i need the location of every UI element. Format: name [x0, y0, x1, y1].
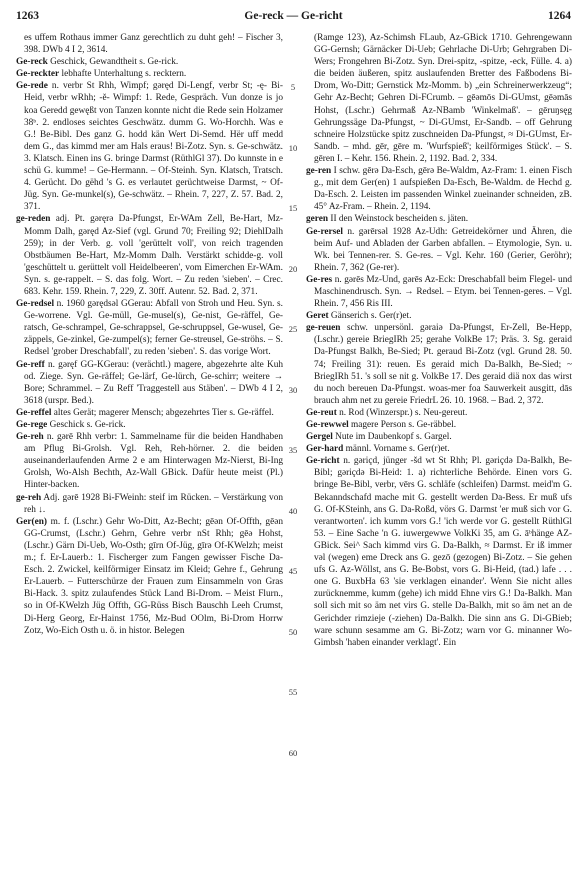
- line-number: 35: [288, 445, 298, 456]
- dictionary-entry: [16, 431, 283, 491]
- line-number: 15: [288, 203, 298, 214]
- entry-headword: Ger-hard: [306, 444, 344, 455]
- dictionary-entry: [306, 226, 572, 274]
- entry-text: (Ramge 123), Az-Schimsh FLaub, Az-GBick 1710. Gehrengewann GG-Gernsh; Gärnäcker Di-Ueb; Gehrlache Di-Urb; Gehrgraben Di-Wers; Frongehren Bi-Zotz. Syn. Drei-spitz, -spitze, -eck, Fülle. 4. a) die beiden äußeren, spitz auslaufenden Bretter des Faßbodens Bi-Drom, Wo-Ditt; Gernstick Mz-Momm. b) „ein Schreinerwerkzeug“; Gehr Az-Becht; Gehren Di-FCrumb. – gēəmōs Di-GUmst, gēəmās Hohst, (Lschr.) Gehrmaß Az-NBamb 'Winkelmaß'. – gēruŋsęg Gehrungssäge Da-Pfungst, ~ Di-GUmst, Er-Sandb. – off Gehrung schneire Holzstücke spitz zuschneiden Da-Pfungst, ≈ Di-GUmst, Er-Sandb. – mhd. gēr, gēre m. 'Wurfspieß'; keilförmiges Stück'. – S. gēren I. – Kehr. 156. Rhein. 2, 1192. Bad. 2, 334.: [314, 33, 572, 164]
- dictionary-entry: [16, 492, 283, 516]
- entry-headword: Gergel: [306, 432, 333, 443]
- entry-headword: Geret: [306, 311, 329, 322]
- entry-headword: Ge-rersel: [306, 226, 343, 237]
- dictionary-entry: [306, 431, 572, 443]
- dictionary-entry: [306, 443, 572, 455]
- page-header: [16, 10, 571, 26]
- entry-headword: Ge-reckter: [16, 69, 60, 80]
- entry-headword: Ge-rede: [16, 81, 48, 92]
- right-column: [306, 32, 572, 649]
- dictionary-entry: [306, 419, 572, 431]
- line-number: 5: [290, 82, 296, 93]
- dictionary-entry: [16, 298, 283, 358]
- entry-text: altes Gerät; magerer Mensch; abgezehrtes Tier s. Ge-räffel.: [51, 407, 274, 418]
- entry-headword: Ge-redsel: [16, 299, 55, 310]
- dictionary-entry: [16, 213, 283, 298]
- dictionary-entry: [306, 407, 572, 419]
- dictionary-entry: [16, 56, 283, 68]
- dictionary-entry: [306, 213, 572, 225]
- dictionary-entry: [16, 359, 283, 407]
- entry-text: Geschick, Gewandtheit s. Ge-rick.: [47, 57, 179, 68]
- entry-text: I schw. gērə Da-Esch, gērə Be-Waldm, Az-Fram: 1. einen Fisch g., mit dem Ger(en) 1 aufspießen Da-Esch, Be-Waldm. de Hechd g. Da-Esch. 2. Leisten im passenden Winkel zueinander schneiden, zB. 45° Az-Fram. – Rhein. 2, 1194.: [314, 166, 572, 213]
- page-number-left: 1263: [16, 10, 39, 22]
- dictionary-entry: [306, 322, 572, 407]
- entry-headword: Ge-reffel: [16, 407, 52, 418]
- dictionary-entry: [16, 407, 283, 419]
- entry-text: n. gəriçd, jünger -šd wt St Rhh; Pl. gəriçdə Da-Balkh, Be-Bibl; gəriçdə Bi-Heid: 1. a) richterliche Behörde. Einen vors G. bringe Be-Bibl, verbr, vērs G. schläfe (schleifen) Darmst. meid'm G. Bekanndschafd mache mit G. gestellt werden Da-Bess. Er muß ufs G. Of-KSteinh, ans G. Da-Roßd, vörs G. Darmst 'er muß sich vor G. verantworten'. ich kumm vors G.! 'ich werde vor G. gestellt RüthlGl 53. – Eine Sache 'n G. iuwergewwe VolkKi 35, am G. āᵇhänge AZ-GBick. Sei^ Sach kimmd virs G. Da-Balkh, ≈ Darmst. Er iß immer vəl (wegen) eme Dreck ans G. gezō (gezogen) Bi-Zotz. – Sie gehen ufs G. Az-Wöllst, ans G. Be-Bobst, vors G. Bi-Heid, (tad.) lafe . . . one G. BuxbHa 63 'sie verklagen einander'. Wenn Sie nicht alles zurücknemme, kumm (gehe) ich midd Ehne virs G.! Da-Balkh. Man soll sich mit so äm net virs G. stelle Da-Balkh, mit so äm net an de Gerichder rimzieje (-ziehen) Da-Balkh. Die sinn ans G. Di-GBieb; ware schunn sesamme am G. Bi-Zotz; warn vor G. minanner Wo-Gimbsh 'haben einander verklagt'. Ein: [314, 456, 572, 648]
- line-number: 25: [288, 324, 298, 335]
- line-number: 30: [288, 384, 298, 395]
- entry-text: lebhafte Unterhaltung s. recktern.: [59, 69, 187, 80]
- entry-headword: Ge-reh: [16, 432, 44, 443]
- entry-headword: Ge-rege: [16, 420, 48, 430]
- dictionary-entry: [16, 68, 283, 80]
- entry-text: adj. Pt. gəręrə Da-Pfungst, Er-WAm Zell, Be-Hart, Mz-Momm Dalh, gəręd Az-Sief (vgl. Grund 70; Freiling 92; DiehlDalh 259); in der Verb. g. voll 'gerüttelt voll', von reich tragenden Obstbäumen Be-Hart, Mz-Momm Dalh. Verstärkt schidde-g. voll 'geschüttelt u. gerüttelt voll Heidelbeeren', vom Eimerchen Er-WAm. Syn. s. ge-rappelt. – S. das folg. Wort. – Zu reden 'sieben'. – Crec. 683. Kehr. 159. Rhein. 7, 229, Z. 30ff. Autenr. 52. Bad. 2, 371.: [24, 214, 283, 297]
- entry-text: n. gəręf GG-KGerau: (verächtl.) magere, abgezehrte alte Kuh od. Ziege. Syn. Ge-räffel; Ge-lärf, Ge-lürch, Ge-schirr; weitere → Bore; Schrammel. – Zu Reff 'Traggestell aus Stäben'. – DWb 4 I 2, 3618 (urspr. Bed.).: [24, 359, 283, 406]
- entry-headword: Ge-reut: [306, 407, 337, 418]
- running-title: Ge-reck — Ge-richt: [244, 10, 343, 22]
- entry-text: n. 1960 gərędsəl GGerau: Abfall von Stroh und Heu. Syn. s. Ge-worrene. Vgl. Ge-müll, Ge-musel(s), Ge-nist, Ge-räffel, Ge-ratsch, Ge-schrampel, Ge-schrappsel, Ge-schruppsel, Ge-wusel, Ge-zäppels, Ge-zinkel, Ge-zumpel(s); ferner Ge-streusel, Ge-ströhs. – S. Redsel 'grober Dreschabfall', zu reden 'sieben'. S. das vorige Wort.: [24, 299, 283, 358]
- entry-text: n. verbr St Rhh, Wimpf; gəręd Di-Lengf, verbr St; -ę- Bi-Heid, verbr wRhh; -ĕ- Wimpf: 1. Rede, Gespräch. Vun donze is jo koa Geredd gewęßt von Tanzen konnte nicht die Rede sein Holzamer 38ᵇ. 2. endloses seichtes Geschwätz. dumm G. Wo-Horchh. Was e G.! Be-Bibl. Des ganz G. hodd kän Wert Di-Semd. Hër uff medd dem G., das kimmd mer am Hals eraus! Bi-Zotz. Syn. s. Ge-schwätz. 3. Klatsch. Einen ins G. bringe Darmst (RüthlGl 37). Do kunnste in e schü G. kumme! – Ge-Hermann. – Of-Steinh. Syn. Klatsch, Tratsch. 4. Gerücht. Do gëhd 's G. es verlautet gerüchtweise Darmst, ~ Of-Jüg. Syn. Ge-munkel(s), Ge-schwätz. – Rhein. 7, 227, Z. 57. Bad. 2, 371.: [24, 81, 283, 213]
- entry-text: n. Rod (Winzerspr.) s. Neu-gereut.: [336, 407, 468, 418]
- line-number: 55: [288, 687, 298, 698]
- line-number: 10: [288, 142, 298, 153]
- entry-text: magere Person s. Ge-räbbel.: [348, 420, 457, 430]
- entry-text: Geschick s. Ge-rick.: [47, 420, 126, 430]
- entry-headword: Ger(en): [16, 516, 47, 527]
- entry-headword: Ge-reck: [16, 57, 48, 68]
- entry-text: es uffem Rothaus immer Ganz gerechtlich zu duht geh! – Fischer 3, 398. DWb 4 I 2, 3614.: [24, 33, 283, 56]
- entry-text: Nute im Daubenkopf s. Gargel.: [332, 432, 452, 443]
- entry-headword: geren: [306, 214, 329, 225]
- line-number: 60: [288, 747, 298, 758]
- entry-headword: Ge-reff: [16, 359, 45, 370]
- entry-headword: Ge-rewwel: [306, 420, 349, 430]
- left-column: [16, 32, 283, 637]
- entry-text: n. gərē Rhh verbr: 1. Sammelname für die beiden Handhaben am Pflug Bi-Grolsh. Vgl. Reh, Reh-hörner. 2. die beiden auseinanderlaufenden Arme 2 e am Hinterwagen Mz-Nierst, Bi-Ing Grolsh, Wo-Alsh Bechth, Az-Wall GBick. Dafür heute meist (Pl.) Hinter-backen.: [24, 432, 283, 491]
- dictionary-entry: [16, 80, 283, 213]
- entry-text: II den Weinstock bescheiden s. jäten.: [328, 214, 469, 225]
- entry-headword: ge-reden: [16, 214, 51, 225]
- entry-text: Adj. gərē 1928 Bi-FWeinh: steif im Rücken. – Verstärkung von reh ↓.: [24, 492, 283, 515]
- entry-text: m. f. (Lschr.) Gehr Wo-Ditt, Az-Becht; gēən Of-Offth, gēən GG-Crumst, (Lschr.) Gehrn, Gehre verbr nSt Rhh; gēə Hohst, (Lschr.) Gärn Di-Ueb, Wo-Osth; gīrn Of-Jüg, gīrə Of-KWelzh; meist m.; f. Er-Lauerb.: 1. Fischerger zum Fangen gewisser Fische Da-Esch. 2. Zwickel, keilförmiger Einsatz im Kleid; Gehre f., Gehrung Er-Lauerb. – Futterschürze der Frauen zum Einsammeln von Gras Bi-Hack. 3. spitz zulaufendes Stück Land Bi-Drom. – Meist Flurn., so in Of-KWelzh Jüg Offth, GG-Rüss Bisch Bauschh Leeh Crumst, Di-Herg Georg, Er-Hainst 1756, Mz-Bud OOlm, Bi-Drom Horrw Zotz, Wo-Eich Osth u. ö. in histor. Belegen: [24, 516, 283, 636]
- dictionary-entry: [306, 455, 572, 649]
- entry-headword: ge-reuen: [306, 323, 341, 334]
- entry-headword: Ge-richt: [306, 456, 340, 467]
- page-number-right: 1264: [548, 10, 571, 22]
- entry-text: männl. Vorname s. Ger(r)et.: [343, 444, 450, 455]
- entry-headword: ge-reh: [16, 492, 42, 503]
- dictionary-entry: [306, 274, 572, 310]
- dictionary-entry: [306, 310, 572, 322]
- dictionary-entry: [306, 32, 572, 165]
- dictionary-entry: [16, 516, 283, 637]
- entry-text: schw. unpersönl. gəraiə Da-Pfungst, Er-Zell, Be-Hepp, (Lschr.) gereie BriegIRh 25; gerahe VolkBe 17; Präs. 3. Sg. geraid Da-Pfungst Balkh, Be-Sied; Pt. geraud Bi-Zotz (vgl. Grund 28. 50. 74; Freiling 31): reuen. Es geraid mich Da-Balkh, Be-Sied; ~ BriegIRh 51. 's soll se nit g. VolkBe 17. Des geraid diä nox das wirst du noch bereuen Da-Pfungst. woas-mer foa Sauwerkeit ausgitt, dās brauch ahm net zu gereie FriedrL 26. 10. 1968. – Bad. 2, 372.: [314, 323, 572, 406]
- entry-text: Gänserich s. Ger(r)et.: [328, 311, 412, 322]
- entry-headword: ge-ren: [306, 166, 332, 177]
- dictionary-entry: [306, 165, 572, 213]
- dictionary-entry: [16, 32, 283, 56]
- entry-text: n. gərēs Mz-Und, gərēs Az-Eck: Dreschabfall beim Flegel- und Maschinendrusch. Syn. → Redsel. – Etym. bei Tennen-geres. – Vgl. Rhein. 7, 456 Ris III.: [314, 274, 572, 310]
- dictionary-entry: [16, 419, 283, 431]
- entry-headword: Ge-res: [306, 274, 333, 285]
- entry-text: n. gərērsəl 1928 Az-Udh: Getreidekörner und Ähren, die beim Auf- und Abladen der Garben abfallen. – Etymologie, Syn. u. Wk. bei Tennen-rer. S. Ge-res. – Vgl. Kehr. 160 (Gerier, Geröhr); Rhein. 7, 362 (Ge-rer).: [314, 226, 572, 273]
- line-number: 40: [288, 505, 298, 516]
- line-number: 50: [288, 626, 298, 637]
- line-number: 45: [288, 566, 298, 577]
- line-number: 20: [288, 263, 298, 274]
